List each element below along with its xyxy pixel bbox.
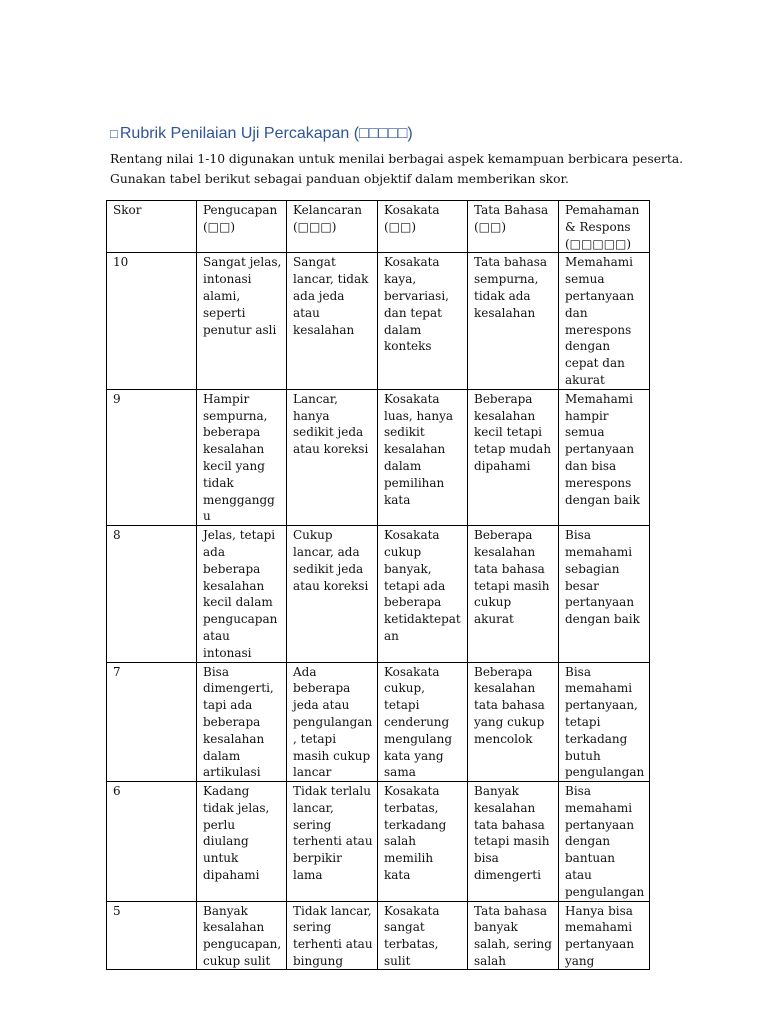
header-pemahaman: Pemahaman & Respons (□□□□□) bbox=[559, 201, 650, 253]
cell-pemahaman: Bisa memahami sebagian besar pertanyaan dengan baik bbox=[559, 526, 650, 662]
cell-tata-bahasa: Banyak kesalahan tata bahasa tetapi masih bisa dimengerti bbox=[468, 782, 559, 902]
header-pengucapan: Pengucapan (□□) bbox=[197, 201, 287, 253]
cell-kelancaran: Ada beberapa jeda atau pengulangan, tetapi masih cukup lancar bbox=[287, 662, 378, 782]
cell-pemahaman: Bisa memahami pertanyaan, tetapi terkadang butuh pengulangan bbox=[559, 662, 650, 782]
cell-skor: 10 bbox=[107, 253, 197, 389]
header-skor: Skor bbox=[107, 201, 197, 253]
cell-pengucapan: Kadang tidak jelas, perlu diulang untuk dipahami bbox=[197, 782, 287, 902]
table-row bbox=[107, 526, 650, 662]
cell-pemahaman: Memahami hampir semua pertanyaan dan bisa merespons dengan baik bbox=[559, 389, 650, 525]
heading-icon: □ bbox=[110, 126, 118, 141]
cell-pengucapan: Banyak kesalahan pengucapan, cukup sulit bbox=[197, 901, 287, 969]
intro-line: Gunakan tabel berikut sebagai panduan objektif dalam memberikan skor. bbox=[110, 172, 569, 186]
intro-paragraph bbox=[110, 149, 684, 189]
cell-tata-bahasa: Tata bahasa sempurna, tidak ada kesalahan bbox=[468, 253, 559, 389]
table-header-row bbox=[107, 201, 650, 253]
cell-kelancaran: Tidak terlalu lancar, sering terhenti atau berpikir lama bbox=[287, 782, 378, 902]
cell-pemahaman: Bisa memahami pertanyaan dengan bantuan atau pengulangan bbox=[559, 782, 650, 902]
cell-tata-bahasa: Beberapa kesalahan tata bahasa yang cukup mencolok bbox=[468, 662, 559, 782]
cell-pemahaman: Hanya bisa memahami pertanyaan yang bbox=[559, 901, 650, 969]
cell-kosakata: Kosakata sangat terbatas, sulit bbox=[378, 901, 468, 969]
table-row bbox=[107, 389, 650, 525]
cell-skor: 9 bbox=[107, 389, 197, 525]
cell-tata-bahasa: Beberapa kesalahan tata bahasa tetapi masih cukup akurat bbox=[468, 526, 559, 662]
table-row bbox=[107, 901, 650, 969]
cell-pengucapan: Sangat jelas, intonasi alami, seperti penutur asli bbox=[197, 253, 287, 389]
cell-skor: 6 bbox=[107, 782, 197, 902]
table-row bbox=[107, 782, 650, 902]
table-row bbox=[107, 253, 650, 389]
cell-pengucapan: Jelas, tetapi ada beberapa kesalahan kecil dalam pengucapan atau intonasi bbox=[197, 526, 287, 662]
cell-kelancaran: Tidak lancar, sering terhenti atau bingung bbox=[287, 901, 378, 969]
cell-kelancaran: Sangat lancar, tidak ada jeda atau kesalahan bbox=[287, 253, 378, 389]
cell-kelancaran: Cukup lancar, ada sedikit jeda atau koreksi bbox=[287, 526, 378, 662]
header-kelancaran: Kelancaran (□□□) bbox=[287, 201, 378, 253]
cell-pemahaman: Memahami semua pertanyaan dan merespons dengan cepat dan akurat bbox=[559, 253, 650, 389]
cell-pengucapan: Hampir sempurna, beberapa kesalahan kecil yang tidak mengganggu bbox=[197, 389, 287, 525]
cell-kosakata: Kosakata cukup banyak, tetapi ada beberapa ketidaktepatan bbox=[378, 526, 468, 662]
header-tata-bahasa: Tata Bahasa (□□) bbox=[468, 201, 559, 253]
cell-tata-bahasa: Tata bahasa banyak salah, sering salah bbox=[468, 901, 559, 969]
intro-line: Rentang nilai 1-10 digunakan untuk menilai berbagai aspek kemampuan berbicara peserta. bbox=[110, 152, 684, 166]
cell-kosakata: Kosakata kaya, bervariasi, dan tepat dalam konteks bbox=[378, 253, 468, 389]
cell-kosakata: Kosakata cukup, tetapi cenderung mengulang kata yang sama bbox=[378, 662, 468, 782]
cell-skor: 5 bbox=[107, 901, 197, 969]
cell-skor: 8 bbox=[107, 526, 197, 662]
cell-pengucapan: Bisa dimengerti, tapi ada beberapa kesalahan dalam artikulasi bbox=[197, 662, 287, 782]
cell-kosakata: Kosakata luas, hanya sedikit kesalahan dalam pemilihan kata bbox=[378, 389, 468, 525]
cell-kosakata: Kosakata terbatas, terkadang salah memilih kata bbox=[378, 782, 468, 902]
header-kosakata: Kosakata (□□) bbox=[378, 201, 468, 253]
cell-skor: 7 bbox=[107, 662, 197, 782]
cell-kelancaran: Lancar, hanya sedikit jeda atau koreksi bbox=[287, 389, 378, 525]
document-heading bbox=[110, 125, 413, 143]
cell-tata-bahasa: Beberapa kesalahan kecil tetapi tetap mudah dipahami bbox=[468, 389, 559, 525]
rubric-table bbox=[106, 200, 650, 970]
table-row bbox=[107, 662, 650, 782]
heading-text: Rubrik Penilaian Uji Percakapan (□□□□□) bbox=[119, 125, 413, 142]
